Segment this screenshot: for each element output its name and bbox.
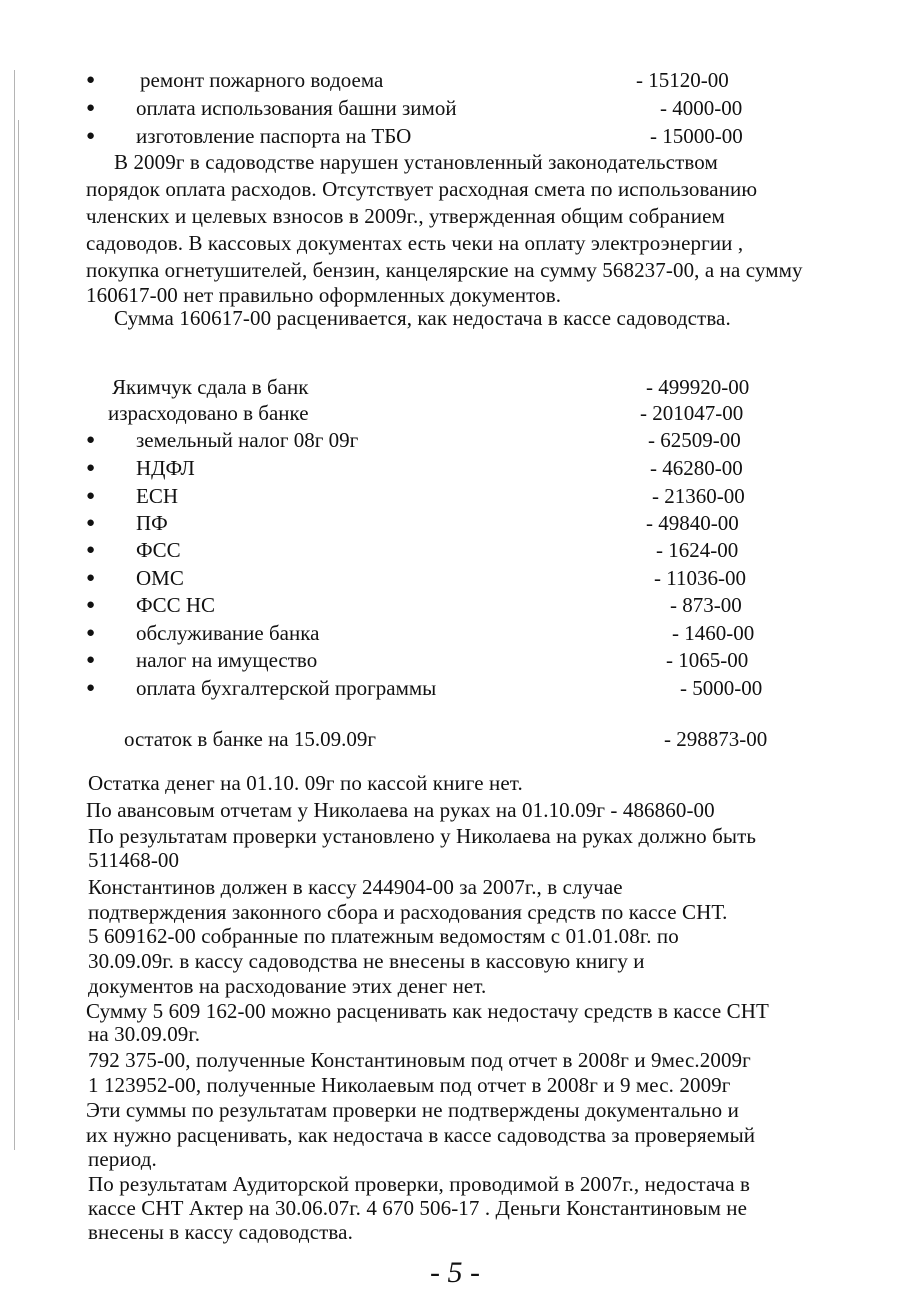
paragraph-line: Эти суммы по результатам проверки не подтверждены документально и [86, 1098, 739, 1122]
paragraph-line: 1 123952-00, полученные Николаевым под отчет в 2008г и 9 мес. 2009г [88, 1073, 731, 1097]
paragraph-line: покупка огнетушителей, бензин, канцелярские на сумму 568237-00, а на сумму [86, 258, 803, 282]
paragraph-line: Остатка денег на 01.10. 09г по кассой книге нет. [88, 771, 523, 795]
bullet-icon: ● [86, 542, 96, 558]
item-label: налог на имущество [136, 648, 318, 672]
paragraph-line: В 2009г в садоводстве нарушен установленный законодательством [114, 150, 718, 174]
item-label: ФСС НС [136, 593, 216, 617]
item-amount: - 49840-00 [646, 511, 739, 535]
paragraph-line: их нужно расценивать, как недостача в кассе садоводства за проверяемый [86, 1123, 756, 1147]
bullet-icon: ● [86, 72, 96, 88]
item-amount: - 1460-00 [672, 621, 755, 645]
bullet-icon: ● [86, 488, 96, 504]
bank-deposit-row [0, 375, 901, 401]
list-item [0, 621, 901, 647]
paragraph-line: период. [88, 1147, 157, 1171]
bullet-icon: ● [86, 100, 96, 116]
item-label: земельный налог 08г 09г [136, 428, 359, 452]
item-amount: - 46280-00 [650, 456, 743, 480]
item-amount: - 873-00 [670, 593, 742, 617]
item-label: ЕСН [136, 484, 178, 508]
paragraph-line: Сумму 5 609 162-00 можно расценивать как недостачу средств в кассе СНТ [86, 999, 769, 1023]
item-label: ремонт пожарного водоема [140, 68, 384, 92]
item-amount: - 5000-00 [680, 676, 763, 700]
bullet-icon: ● [86, 652, 96, 668]
bullet-icon: ● [86, 625, 96, 641]
paragraph-line: 792 375-00, полученные Константиновым под отчет в 2008г и 9мес.2009г [88, 1048, 751, 1072]
list-item [0, 484, 901, 510]
bullet-icon: ● [86, 515, 96, 531]
list-item [0, 456, 901, 482]
item-amount: - 62509-00 [648, 428, 741, 452]
item-amount: - 201047-00 [640, 401, 744, 425]
bank-spent-row [0, 401, 901, 427]
paragraph-line: документов на расходование этих денег нет. [88, 974, 487, 998]
list-item [0, 68, 901, 94]
paragraph-line: Сумма 160617-00 расценивается, как недостача в кассе садоводства. [114, 306, 731, 330]
item-label: оплата использования башни зимой [136, 96, 457, 120]
list-item [0, 96, 901, 122]
list-item [0, 648, 901, 674]
paragraph-line: По авансовым отчетам у Николаева на руках на 01.10.09г - 486860-00 [86, 798, 715, 822]
paragraph-line: подтверждения законного сбора и расходования средств по кассе СНТ. [88, 900, 728, 924]
list-item [0, 124, 901, 150]
item-amount: - 15120-00 [636, 68, 729, 92]
item-amount: - 1065-00 [666, 648, 749, 672]
bullet-icon: ● [86, 432, 96, 448]
list-item [0, 511, 901, 537]
item-label: остаток в банке на 15.09.09г [124, 727, 376, 751]
page-number: - 5 - [430, 1256, 480, 1289]
paragraph-line: кассе СНТ Актер на 30.06.07г. 4 670 506-17 . Деньги Константиновым не [88, 1196, 748, 1220]
item-label: ОМС [136, 566, 184, 590]
paragraph-line: внесены в кассу садоводства. [88, 1220, 353, 1244]
paragraph-line: 30.09.09г. в кассу садоводства не внесены в кассовую книгу и [88, 949, 645, 973]
paragraph-line: членских и целевых взносов в 2009г., утвержденная общим собранием [86, 204, 725, 228]
list-item [0, 676, 901, 702]
bullet-icon: ● [86, 680, 96, 696]
paragraph-line: По результатам проверки установлено у Николаева на руках должно быть [88, 824, 757, 848]
item-label: обслуживание банка [136, 621, 320, 645]
item-label: изготовление паспорта на ТБО [136, 124, 412, 148]
item-amount: - 15000-00 [650, 124, 743, 148]
paragraph-line: на 30.09.09г. [88, 1022, 201, 1046]
item-amount: - 1624-00 [656, 538, 739, 562]
bullet-icon: ● [86, 570, 96, 586]
paragraph-line: садоводов. В кассовых документах есть чеки на оплату электроэнергии , [86, 231, 744, 255]
item-label: оплата бухгалтерской программы [136, 676, 437, 700]
list-item [0, 428, 901, 454]
paragraph-line: Константинов должен в кассу 244904-00 за 2007г., в случае [88, 875, 623, 899]
item-amount: - 499920-00 [646, 375, 750, 399]
item-amount: - 298873-00 [664, 727, 768, 751]
item-amount: - 4000-00 [660, 96, 743, 120]
item-amount: - 11036-00 [654, 566, 746, 590]
bank-balance-row [0, 727, 901, 753]
item-amount: - 21360-00 [652, 484, 745, 508]
bullet-icon: ● [86, 597, 96, 613]
paragraph-line: По результатам Аудиторской проверки, проводимой в 2007г., недостача в [88, 1172, 750, 1196]
item-label: ПФ [136, 511, 168, 535]
paragraph-line: 511468-00 [88, 848, 180, 872]
item-label: израсходовано в банке [108, 401, 309, 425]
item-label: ФСС [136, 538, 181, 562]
item-label: Якимчук сдала в банк [112, 375, 309, 399]
list-item [0, 593, 901, 619]
paragraph-line: 5 609162-00 собранные по платежным ведомостям с 01.01.08г. по [88, 924, 679, 948]
item-label: НДФЛ [136, 456, 195, 480]
paragraph-line: 160617-00 нет правильно оформленных документов. [86, 283, 562, 307]
list-item [0, 566, 901, 592]
bullet-icon: ● [86, 128, 96, 144]
paragraph-line: порядок оплата расходов. Отсутствует расходная смета по использованию [86, 177, 758, 201]
list-item [0, 538, 901, 564]
bullet-icon: ● [86, 460, 96, 476]
